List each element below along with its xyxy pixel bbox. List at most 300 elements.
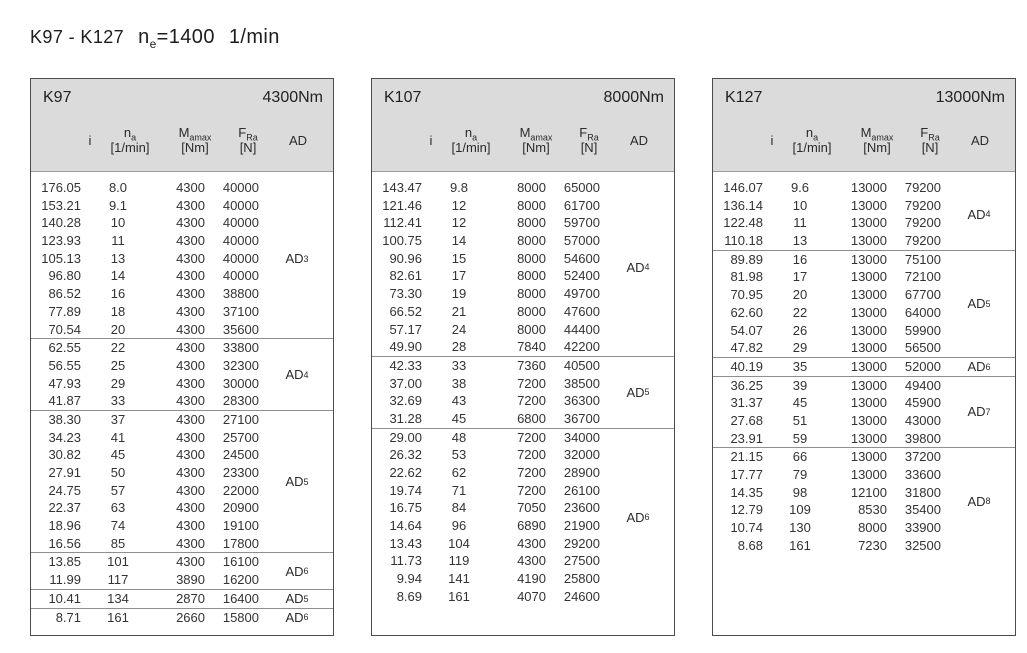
- cell-output-speed: 41: [110, 429, 126, 445]
- cell-radial-force: 40000: [222, 215, 259, 231]
- cell-max-torque: 4300: [176, 233, 205, 249]
- cell-radial-force: 64000: [904, 304, 941, 320]
- ad-group-rows: [31, 339, 261, 410]
- table-row: [372, 321, 602, 339]
- table-row: [372, 552, 602, 570]
- cell-ratio: 13.85: [48, 554, 81, 570]
- cell-max-torque: 3890: [176, 572, 205, 588]
- cell-radial-force: 27100: [222, 411, 259, 427]
- cell-radial-force: 20900: [222, 500, 259, 516]
- cell-ratio: 110.18: [724, 233, 763, 249]
- table-row: [372, 588, 602, 606]
- cell-max-torque: 6800: [517, 410, 546, 426]
- cell-output-speed: 12: [451, 215, 467, 231]
- cell-output-speed: 104: [448, 535, 470, 551]
- ad-size-label: AD 6: [285, 609, 309, 625]
- cell-output-speed: 25: [110, 357, 126, 373]
- cell-radial-force: 15800: [222, 609, 259, 625]
- table-body: [31, 172, 333, 626]
- ad-label-text: AD: [967, 404, 986, 420]
- cell-radial-force: 56500: [904, 340, 941, 356]
- cell-ratio: 176.05: [41, 180, 81, 195]
- table-row: [372, 214, 602, 232]
- ad-group-rows: [31, 590, 261, 608]
- cell-ratio: 38.30: [48, 411, 81, 427]
- table-row: [31, 285, 261, 303]
- ad-size-label: AD 3: [285, 251, 309, 267]
- ad-group: [372, 356, 674, 428]
- ad-group-rows: [372, 179, 602, 356]
- cell-max-torque: 7200: [517, 429, 546, 445]
- cell-output-speed: 51: [792, 412, 808, 428]
- ad-group: [31, 338, 333, 410]
- cell-output-speed: 33: [110, 393, 126, 409]
- ad-label-text: AD: [285, 367, 304, 383]
- cell-output-speed: 22: [792, 304, 808, 320]
- table-row: [372, 375, 602, 393]
- cell-ratio: 23.91: [730, 430, 763, 446]
- cell-output-speed: 119: [448, 553, 470, 569]
- table-row: [713, 412, 943, 430]
- cell-ratio: 73.30: [389, 286, 422, 302]
- ad-group: [31, 608, 333, 627]
- cell-max-torque: 4300: [176, 393, 205, 409]
- table-row: [31, 357, 261, 375]
- cell-ratio: 86.52: [48, 286, 81, 302]
- cell-ratio: 11.73: [390, 553, 422, 569]
- cell-output-speed: 66: [792, 449, 808, 465]
- cell-ratio: 31.37: [730, 395, 763, 411]
- cell-radial-force: 52000: [904, 358, 941, 374]
- cell-radial-force: 59900: [904, 322, 941, 338]
- table-row: [713, 519, 943, 537]
- cell-output-speed: 14: [451, 233, 467, 249]
- cell-ratio: 47.82: [730, 340, 763, 356]
- cell-output-speed: 117: [107, 572, 129, 588]
- cell-output-speed: 9.8: [449, 180, 469, 195]
- cell-max-torque: 4070: [517, 588, 546, 604]
- cell-max-torque: 7200: [517, 465, 546, 480]
- cell-ratio: 136.14: [723, 197, 763, 213]
- ad-group: [713, 447, 1015, 554]
- ad-group: [31, 589, 333, 608]
- cell-radial-force: 36700: [563, 410, 600, 426]
- cell-output-speed: 28: [451, 339, 467, 355]
- cell-output-speed: 22: [110, 340, 126, 356]
- ad-group: [372, 428, 674, 606]
- cell-radial-force: 33800: [222, 340, 259, 356]
- cell-radial-force: 28900: [563, 465, 600, 480]
- cell-output-speed: 48: [451, 429, 467, 445]
- cell-ratio: 30.82: [48, 447, 81, 463]
- table-row: [713, 251, 943, 269]
- cell-output-speed: 15: [451, 250, 467, 266]
- cell-output-speed: 21: [451, 303, 467, 319]
- cell-ratio: 81.98: [730, 269, 763, 285]
- table-row: [31, 267, 261, 285]
- cell-max-torque: 4300: [176, 197, 205, 213]
- cell-max-torque: 4300: [176, 215, 205, 231]
- ad-size-label: AD 4: [967, 206, 991, 222]
- ad-size-label: AD 5: [626, 384, 650, 400]
- cell-ratio: 47.93: [48, 375, 81, 391]
- cell-max-torque: 8000: [517, 303, 546, 319]
- cell-max-torque: 8000: [517, 321, 546, 337]
- max-torque: 4300Nm: [262, 89, 323, 106]
- cell-max-torque: 4300: [517, 553, 546, 569]
- ad-label-text: AD: [626, 509, 645, 525]
- table-row: [31, 464, 261, 482]
- ad-group-rows: [713, 448, 943, 554]
- cell-max-torque: 13000: [850, 395, 887, 411]
- cell-max-torque: 4300: [176, 447, 205, 463]
- gear-model: K127: [725, 89, 763, 106]
- table-row: [713, 466, 943, 484]
- cell-radial-force: 40000: [222, 233, 259, 249]
- cell-radial-force: 49700: [563, 286, 600, 302]
- ad-label-text: AD: [967, 359, 986, 375]
- cell-ratio: 18.96: [48, 518, 81, 534]
- table-row: [372, 267, 602, 285]
- cell-output-speed: 37: [110, 411, 126, 427]
- ad-group: [372, 179, 674, 356]
- table-row: [31, 446, 261, 464]
- ad-size-label: AD 4: [626, 259, 650, 275]
- cell-ratio: 70.95: [730, 287, 763, 303]
- cell-max-torque: 8000: [517, 268, 546, 284]
- cell-max-torque: 8000: [517, 250, 546, 266]
- col-header-radial-force: $F_{Ra}$ [N]: [579, 125, 599, 155]
- cell-ratio: 10.74: [730, 520, 763, 536]
- table-row: [31, 609, 261, 627]
- table-row: [372, 179, 602, 197]
- cell-radial-force: 40000: [222, 268, 259, 284]
- cell-radial-force: 17800: [222, 535, 259, 551]
- table-row: [31, 197, 261, 215]
- cell-output-speed: 98: [792, 484, 808, 500]
- cell-ratio: 22.37: [48, 500, 81, 516]
- cell-max-torque: 4300: [517, 535, 546, 551]
- cell-max-torque: 8000: [517, 215, 546, 231]
- cell-max-torque: 13000: [850, 340, 887, 356]
- cell-radial-force: 36300: [563, 393, 600, 409]
- cell-radial-force: 21900: [563, 518, 600, 534]
- cell-ratio: 11.99: [49, 572, 81, 588]
- table-row: [372, 570, 602, 588]
- cell-output-speed: 9.6: [790, 180, 810, 195]
- cell-radial-force: 40500: [563, 357, 600, 373]
- title-input-speed: $n_e=1400$: [138, 26, 215, 51]
- cell-max-torque: 7360: [517, 357, 546, 373]
- cell-output-speed: 35: [792, 358, 808, 374]
- table-row: [372, 357, 602, 375]
- cell-output-speed: 29: [110, 375, 126, 391]
- cell-radial-force: 45900: [904, 395, 941, 411]
- cell-ratio: 57.17: [389, 321, 422, 337]
- cell-radial-force: 49400: [904, 377, 941, 393]
- cell-ratio: 12.79: [730, 502, 763, 518]
- ad-size-label: AD 5: [285, 474, 309, 490]
- table-row: [713, 537, 943, 555]
- cell-ratio: 146.07: [723, 180, 763, 195]
- cell-max-torque: 4300: [176, 250, 205, 266]
- table-row: [713, 179, 943, 197]
- table-row: [31, 429, 261, 447]
- table-row: [372, 535, 602, 553]
- col-header-radial-force: $F_{Ra}$ [N]: [238, 125, 258, 155]
- cell-radial-force: 38500: [563, 375, 600, 391]
- ad-group-rows: [713, 377, 943, 448]
- cell-output-speed: 161: [107, 609, 129, 625]
- table-row: [31, 535, 261, 553]
- cell-ratio: 153.21: [41, 197, 81, 213]
- ad-label-text: AD: [967, 296, 986, 312]
- cell-radial-force: 59700: [563, 215, 600, 231]
- cell-ratio: 82.61: [389, 268, 422, 284]
- cell-max-torque: 13000: [850, 377, 887, 393]
- table-row: [713, 448, 943, 466]
- cell-output-speed: 63: [110, 500, 126, 516]
- cell-output-speed: 26: [792, 322, 808, 338]
- table-row: [31, 482, 261, 500]
- ad-group: [713, 376, 1015, 448]
- table-row: [372, 517, 602, 535]
- cell-radial-force: 30000: [222, 375, 259, 391]
- cell-max-torque: 7200: [517, 482, 546, 498]
- cell-output-speed: 134: [107, 590, 129, 606]
- spec-table-k107: [371, 78, 675, 636]
- cell-ratio: 14.35: [730, 484, 763, 500]
- gear-model: K107: [384, 89, 422, 106]
- cell-radial-force: 52400: [563, 268, 600, 284]
- cell-ratio: 26.32: [389, 447, 422, 463]
- cell-ratio: 8.71: [55, 609, 81, 625]
- cell-ratio: 42.33: [389, 357, 422, 373]
- cell-radial-force: 32500: [904, 537, 941, 553]
- table-row: [713, 268, 943, 286]
- table-row: [372, 464, 602, 482]
- cell-output-speed: 84: [451, 500, 467, 516]
- cell-output-speed: 9.1: [108, 197, 128, 213]
- cell-output-speed: 10: [792, 197, 808, 213]
- cell-ratio: 13.43: [389, 535, 422, 551]
- cell-max-torque: 12100: [850, 484, 887, 500]
- title-model-range: K97 - K127: [30, 27, 125, 47]
- table-row: [31, 375, 261, 393]
- cell-ratio: 36.25: [730, 377, 763, 393]
- ad-group-rows: [372, 357, 602, 428]
- cell-radial-force: 16200: [222, 572, 259, 588]
- cell-output-speed: 101: [107, 554, 129, 570]
- table-row: [31, 214, 261, 232]
- cell-output-speed: 12: [451, 197, 467, 213]
- cell-ratio: 62.60: [730, 304, 763, 320]
- cell-radial-force: 79200: [904, 180, 941, 195]
- cell-output-speed: 33: [451, 357, 467, 373]
- cell-max-torque: 13000: [850, 322, 887, 338]
- cell-max-torque: 4300: [176, 321, 205, 337]
- ad-label-text: AD: [967, 493, 986, 509]
- cell-radial-force: 27500: [563, 553, 600, 569]
- col-header-output-speed: $n_a$ [1/min]: [110, 125, 150, 155]
- cell-max-torque: 4300: [176, 535, 205, 551]
- cell-radial-force: 22000: [222, 482, 259, 498]
- column-headers: [725, 116, 1005, 164]
- cell-ratio: 89.89: [730, 251, 763, 267]
- cell-radial-force: 47600: [563, 303, 600, 319]
- cell-max-torque: 13000: [850, 412, 887, 428]
- cell-max-torque: 13000: [850, 215, 887, 231]
- cell-ratio: 100.75: [382, 233, 422, 249]
- ad-group-rows: [31, 179, 261, 338]
- cell-radial-force: 33600: [904, 467, 941, 482]
- ad-label-text: AD: [626, 384, 645, 400]
- table-row: [31, 250, 261, 268]
- cell-ratio: 37.00: [389, 375, 422, 391]
- ad-group: [31, 410, 333, 553]
- cell-max-torque: 13000: [850, 233, 887, 249]
- cell-max-torque: 13000: [850, 430, 887, 446]
- ad-group: [713, 250, 1015, 357]
- table-row: [31, 411, 261, 429]
- column-headers: [43, 116, 323, 164]
- cell-radial-force: 40000: [222, 180, 259, 195]
- table-row: [372, 482, 602, 500]
- ad-group: [713, 357, 1015, 376]
- cell-radial-force: 32000: [563, 447, 600, 463]
- ad-group: [31, 179, 333, 338]
- col-header-ratio: i: [88, 132, 92, 148]
- cell-max-torque: 13000: [850, 180, 887, 195]
- cell-output-speed: 109: [789, 502, 811, 518]
- cell-ratio: 16.75: [389, 500, 422, 516]
- table-header: [31, 79, 333, 172]
- col-header-adapter: AD: [288, 132, 308, 148]
- ad-group-rows: [713, 179, 943, 250]
- cell-ratio: 96.80: [48, 268, 81, 284]
- cell-max-torque: 4300: [176, 518, 205, 534]
- ad-label-text: AD: [285, 609, 304, 625]
- table-row: [31, 232, 261, 250]
- table-row: [31, 303, 261, 321]
- cell-radial-force: 79200: [904, 197, 941, 213]
- cell-ratio: 22.62: [389, 465, 422, 480]
- cell-max-torque: 4300: [176, 429, 205, 445]
- table-row: [713, 501, 943, 519]
- cell-ratio: 27.91: [48, 465, 81, 480]
- cell-ratio: 66.52: [389, 303, 422, 319]
- ad-label-text: AD: [285, 251, 304, 267]
- cell-output-speed: 11: [793, 215, 807, 231]
- cell-max-torque: 7840: [517, 339, 546, 355]
- cell-ratio: 77.89: [48, 303, 81, 319]
- cell-radial-force: 79200: [904, 215, 941, 231]
- col-header-adapter: AD: [629, 132, 649, 148]
- cell-ratio: 105.13: [41, 250, 81, 266]
- cell-output-speed: 29: [792, 340, 808, 356]
- cell-radial-force: 24600: [563, 588, 600, 604]
- cell-output-speed: 85: [110, 535, 126, 551]
- cell-output-speed: 53: [451, 447, 467, 463]
- cell-ratio: 90.96: [389, 250, 422, 266]
- cell-radial-force: 23300: [222, 465, 259, 480]
- cell-radial-force: 79200: [904, 233, 941, 249]
- cell-output-speed: 17: [451, 268, 467, 284]
- col-header-output-speed: $n_a$ [1/min]: [792, 125, 832, 155]
- cell-max-torque: 13000: [850, 467, 887, 482]
- cell-max-torque: 13000: [850, 251, 887, 267]
- cell-ratio: 140.28: [41, 215, 81, 231]
- cell-max-torque: 4300: [176, 411, 205, 427]
- table-row: [713, 232, 943, 250]
- cell-output-speed: 20: [792, 287, 808, 303]
- cell-max-torque: 4300: [176, 180, 205, 195]
- spec-table-k127: [712, 78, 1016, 636]
- cell-ratio: 24.75: [48, 482, 81, 498]
- cell-output-speed: 16: [792, 251, 808, 267]
- cell-output-speed: 8.0: [108, 180, 128, 195]
- max-torque: 13000Nm: [935, 89, 1005, 106]
- cell-radial-force: 25800: [563, 571, 600, 587]
- cell-ratio: 56.55: [48, 357, 81, 373]
- cell-output-speed: 57: [110, 482, 126, 498]
- cell-output-speed: 11: [111, 233, 125, 249]
- cell-ratio: 123.93: [41, 233, 81, 249]
- cell-max-torque: 2870: [176, 590, 205, 606]
- cell-radial-force: 35400: [904, 502, 941, 518]
- ad-group-rows: [31, 609, 261, 627]
- spec-table-k97: [30, 78, 334, 636]
- page-title: [30, 26, 280, 49]
- cell-output-speed: 17: [792, 269, 808, 285]
- cell-output-speed: 43: [451, 393, 467, 409]
- cell-max-torque: 4190: [517, 571, 546, 587]
- cell-max-torque: 8000: [517, 286, 546, 302]
- cell-radial-force: 65000: [563, 180, 600, 195]
- cell-radial-force: 40000: [222, 250, 259, 266]
- cell-max-torque: 4300: [176, 340, 205, 356]
- table-row: [372, 410, 602, 428]
- cell-output-speed: 74: [110, 518, 126, 534]
- title-speed-unit: 1/min: [228, 26, 280, 48]
- cell-radial-force: 67700: [904, 287, 941, 303]
- table-row: [31, 339, 261, 357]
- cell-radial-force: 61700: [563, 197, 600, 213]
- cell-max-torque: 4300: [176, 482, 205, 498]
- cell-radial-force: 24500: [222, 447, 259, 463]
- cell-max-torque: 4300: [176, 357, 205, 373]
- cell-output-speed: 141: [448, 571, 470, 587]
- ad-size-label: AD 8: [967, 493, 991, 509]
- table-row: [372, 232, 602, 250]
- cell-ratio: 54.07: [730, 322, 763, 338]
- cell-radial-force: 25700: [222, 429, 259, 445]
- cell-ratio: 143.47: [382, 180, 422, 195]
- cell-output-speed: 59: [792, 430, 808, 446]
- cell-output-speed: 79: [792, 467, 808, 482]
- cell-radial-force: 16400: [222, 590, 259, 606]
- table-row: [713, 377, 943, 395]
- cell-ratio: 32.69: [389, 393, 422, 409]
- cell-radial-force: 34000: [563, 429, 600, 445]
- cell-output-speed: 13: [792, 233, 808, 249]
- cell-max-torque: 4300: [176, 500, 205, 516]
- cell-output-speed: 39: [792, 377, 808, 393]
- cell-ratio: 29.00: [389, 429, 422, 445]
- ad-label-text: AD: [285, 474, 304, 490]
- cell-radial-force: 44400: [563, 321, 600, 337]
- table-row: [713, 430, 943, 448]
